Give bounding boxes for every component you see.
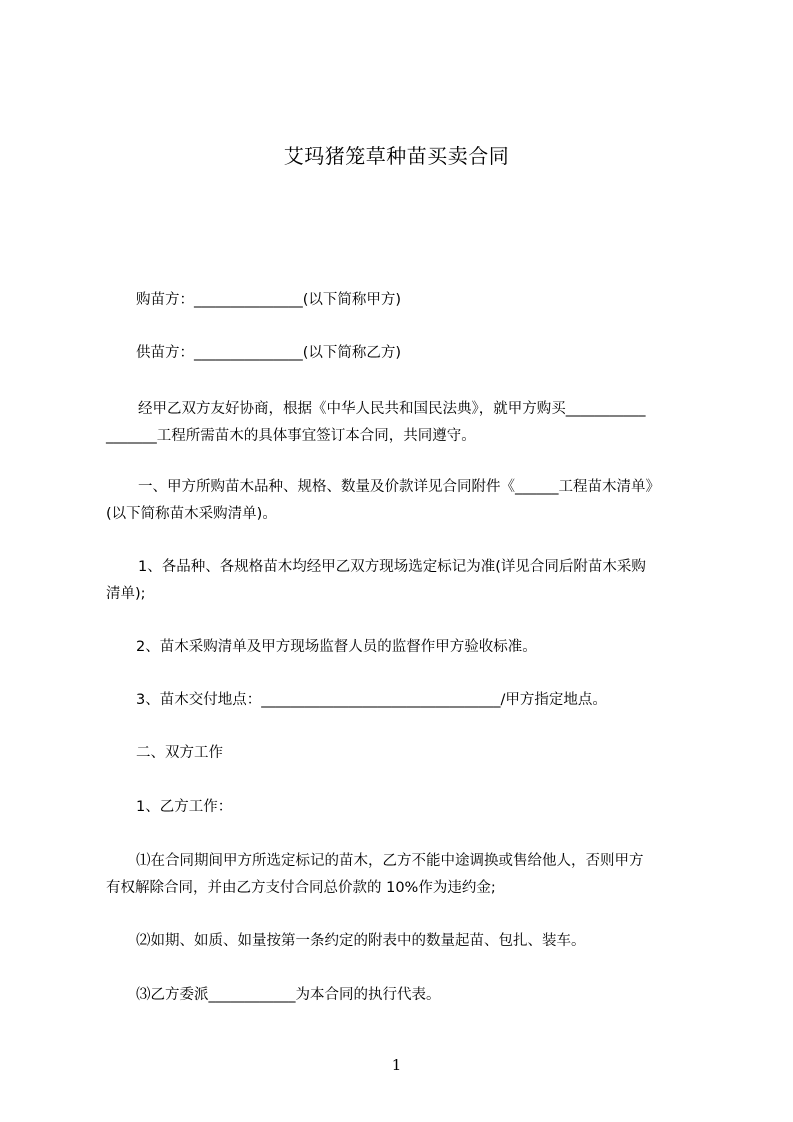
seller-line: 供苗方：_______________(以下简称乙方) bbox=[136, 345, 402, 361]
article-2-item-1-sub-3: ⑶乙方委派____________为本合同的执行代表。 bbox=[136, 987, 441, 1003]
page-number: 1 bbox=[391, 1056, 402, 1074]
article-2-item-1: 1、乙方工作： bbox=[136, 799, 233, 815]
article-1-item-1: 1、各品种、各规格苗木均经甲乙双方现场选定标记为准(详见合同后附苗木采购 清单); bbox=[106, 559, 646, 602]
article-2-item-1-sub-2: ⑵如期、如质、如量按第一条约定的附表中的数量起苗、包扎、装车。 bbox=[136, 933, 586, 949]
buyer-line: 购苗方：_______________(以下简称甲方) bbox=[136, 292, 402, 308]
document-title: 艾玛猪笼草种苗买卖合同 bbox=[283, 144, 510, 168]
intro-paragraph: 经甲乙双方友好协商，根据《中华人民共和国民法典》，就甲方购买___________ _______工程所需苗木的具体事宜签订本合同，共同遵守。 bbox=[106, 401, 646, 444]
article-2-item-1-sub-1: ⑴在合同期间甲方所选定标记的苗木，乙方不能中途调换或售给他人，否则甲方 有权解除合同，并由乙方支付合同总价款的 10%作为违约金; bbox=[106, 853, 644, 896]
article-1-paragraph: 一、甲方所购苗木品种、规格、数量及价款详见合同附件《______工程苗木清单》 (以下简称苗木采购清单)。 bbox=[106, 479, 660, 522]
article-1-item-2: 2、苗木采购清单及甲方现场监督人员的监督作甲方验收标准。 bbox=[136, 639, 537, 655]
article-1-item-3: 3、苗木交付地点：_________________________________/甲方指定地点。 bbox=[136, 692, 607, 708]
article-2-heading: 二、双方工作 bbox=[136, 745, 223, 761]
